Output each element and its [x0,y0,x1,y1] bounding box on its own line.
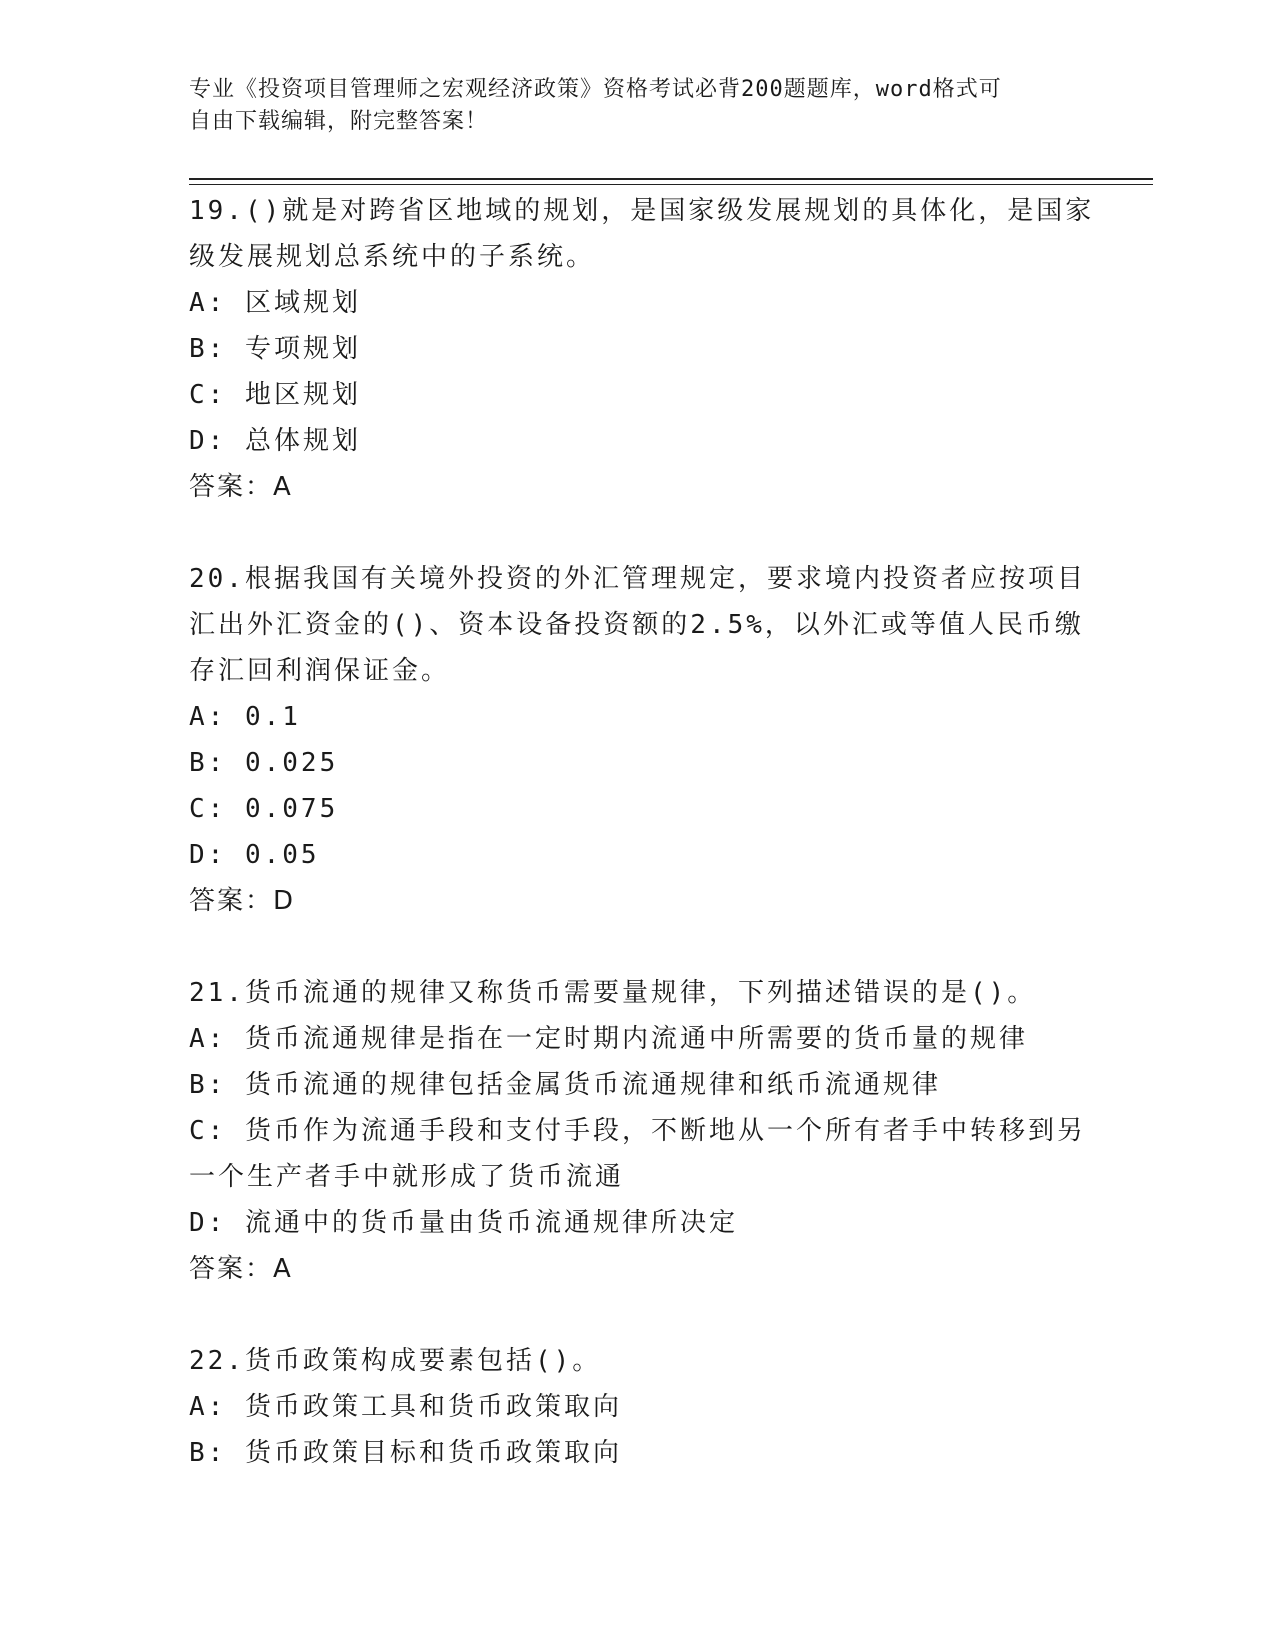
answer-line: 答案：D [189,886,296,916]
question-21 [189,970,1089,1292]
option-d: D: 流通中的货币量由货币流通规律所决定 [189,1208,738,1238]
option-b: B: 货币流通的规律包括金属货币流通规律和纸币流通规律 [189,1070,941,1100]
answer-line: 答案：A [189,472,293,502]
option-c: C: 地区规划 [189,380,361,410]
option-c: C: 货币作为流通手段和支付手段，不断地从一个所有者手中转移到另 [189,1116,1086,1146]
document-header [189,74,1089,138]
question-19 [189,188,1095,510]
option-c: C: 0.075 [189,794,339,824]
question-text: 19.()就是对跨省区地域的规划，是国家级发展规划的具体化，是国家 [189,196,1095,226]
question-text: 22.货币政策构成要素包括()。 [189,1346,602,1376]
option-a: A: 货币流通规律是指在一定时期内流通中所需要的货币量的规律 [189,1024,1028,1054]
question-text: 汇出外汇资金的()、资本设备投资额的2.5%，以外汇或等值人民币缴 [189,610,1084,640]
option-c-continued: 一个生产者手中就形成了货币流通 [189,1162,625,1192]
question-text: 21.货币流通的规律又称货币需要量规律，下列描述错误的是()。 [189,978,1037,1008]
option-d: D: 总体规划 [189,426,361,456]
header-divider-thick [189,178,1153,180]
option-d: D: 0.05 [189,840,320,870]
question-text: 20.根据我国有关境外投资的外汇管理规定，要求境内投资者应按项目 [189,564,1086,594]
question-list [189,188,1095,1522]
header-line-1: 专业《投资项目管理师之宏观经济政策》资格考试必背200题题库，word格式可 [189,77,1002,102]
option-a: A: 0.1 [189,702,301,732]
header-line-2: 自由下载编辑，附完整答案！ [189,109,489,134]
option-a: A: 货币政策工具和货币政策取向 [189,1392,622,1422]
question-22 [189,1338,1089,1476]
answer-line: 答案：A [189,1254,293,1284]
question-20 [189,556,1089,924]
option-b: B: 货币政策目标和货币政策取向 [189,1438,622,1468]
header-divider-thin [189,184,1153,185]
question-text: 存汇回利润保证金。 [189,656,451,686]
question-text: 级发展规划总系统中的子系统。 [189,242,596,272]
option-a: A: 区域规划 [189,288,361,318]
option-b: B: 0.025 [189,748,339,778]
option-b: B: 专项规划 [189,334,361,364]
